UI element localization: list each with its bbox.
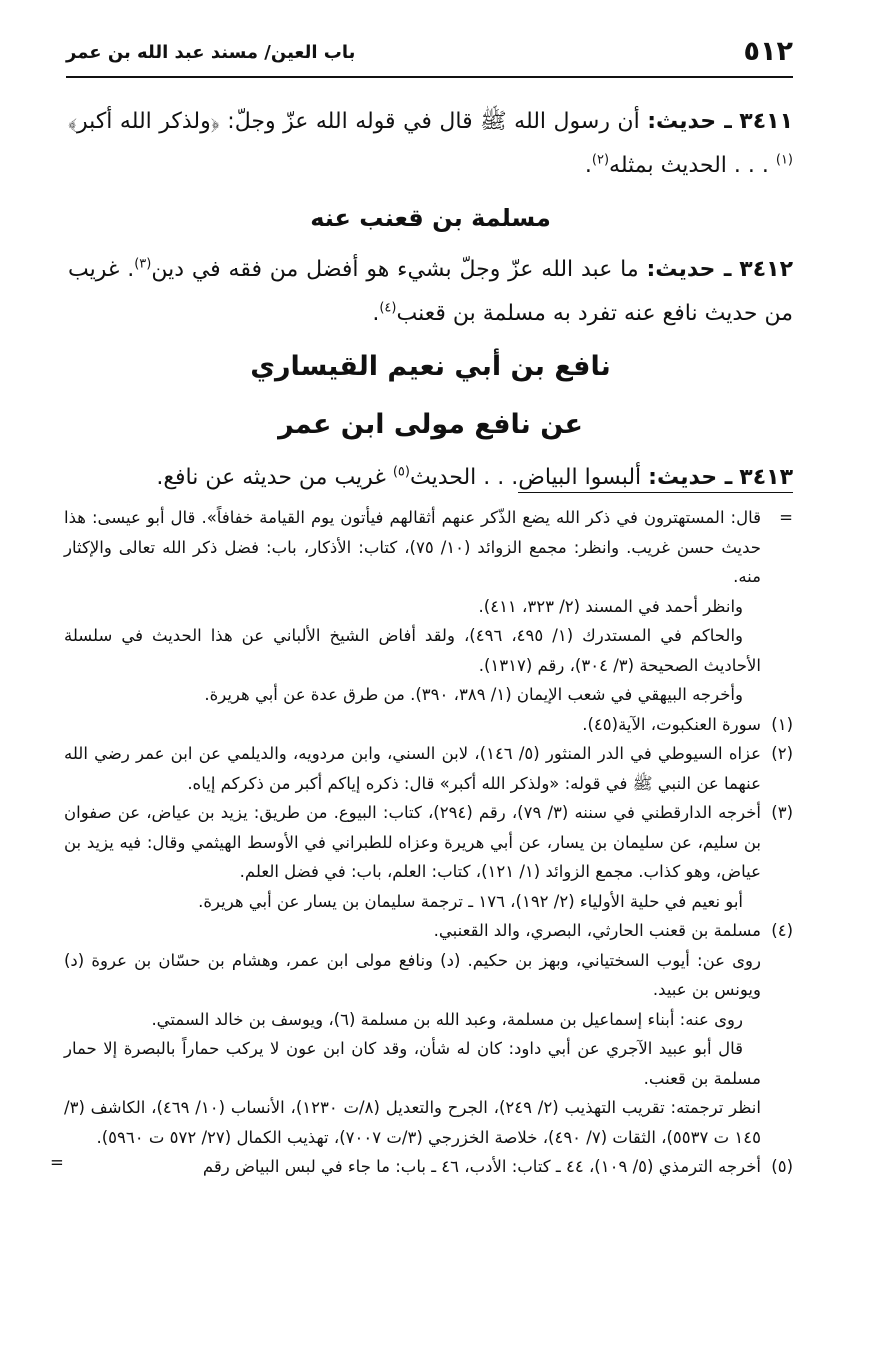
page-header: [66, 36, 793, 78]
footnote-divider: [518, 492, 793, 493]
footnote-ref[interactable]: (٥): [392, 464, 410, 480]
footnote-ref[interactable]: (٣): [134, 256, 152, 272]
hadith-3411: ٣٤١١ ـ حديث: أن رسول الله ﷺ قال في قوله الله عزّ وجلّ: ﴿ولذكر الله أكبر﴾$^{(١)}$ . . . الحديث بمثله$^{(٢)}$.: [68, 109, 794, 178]
footnote-para: قال أبو عبيد الآجري عن أبي داود: كان له شأن، وقد كان ابن عون لا يركب حماراً بالبصرة إلا حمار مسلمة بن قعنب.: [64, 1039, 761, 1088]
footnote-para: أخرجه الدارقطني في سننه (٣/ ٧٩)، رقم (٢٩٤)، كتاب: البيوع. من طريق: يزيد بن عياض، عن صفوان بن سليم، عن سليمان بن يسار، عن أبي هريرة وعزاه للطبراني في الأوسط الهيثمي وقال: فيه يزيد بن عياض، وهو كذاب. مجمع الزوائد (١/ ١٢١)، كتاب: العلم، باب: في فضل العلم.: [64, 803, 761, 881]
hadith-3412: ٣٤١٢ ـ حديث: ما عبد الله عزّ وجلّ بشيء هو أفضل من فقه في دين$^{(٣)}$. غريب من حديث نافع عنه تفرد به مسلمة بن قعنب$^{(٤)}$.: [68, 256, 794, 326]
section-title: مسلمة بن قعنب عنه: [310, 204, 551, 232]
footnote-para: روى عن: أيوب السختياني، وبهز بن حكيم. (د) ونافع مولى ابن عمر، وهشام بن حسّان بن عروة (د) ويونس بن عبيد.: [64, 950, 761, 999]
section-title: نافع بن أبي نعيم القيساري: [250, 351, 611, 382]
footnote-para: أخرجه الترمذي (٥/ ١٠٩)، ٤٤ ـ كتاب: الأدب، ٤٦ ـ باب: ما جاء في لبس البياض رقم: [202, 1157, 761, 1176]
footnote-para: سورة العنكبوت، الآية(٤٥).: [582, 714, 761, 734]
footnote-mark: (٢): [771, 744, 793, 763]
footnote-1: [64, 710, 793, 740]
hadith-3413: ٣٤١٣ ـ حديث: ألبسوا البياض. . . الحديث$^{(٥)}$ غريب من حديثه عن نافع.: [156, 464, 793, 490]
hadith-number: ٣٤١٣: [739, 465, 793, 490]
footnote-para: وأخرجه البيهقي في شعب الإيمان (١/ ٣٨٩، ٣٩٠). من طرق عدة عن أبي هريرة.: [204, 685, 743, 704]
hadith-text: . . . الحديث بمثله: [609, 153, 769, 178]
hadith-text: غريب من حديثه عن نافع.: [156, 465, 386, 490]
footnote-para: انظر ترجمته: تقريب التهذيب (٢/ ٢٤٩)، الجرح والتعديل (٨/ت ١٢٣٠)، الأنساب (١٠/ ٤٦٩)، الكاشف (٣/ ١٤٥ ت ٥٥٣٧)، الثقات (٧/ ٤٩٠)، خلاصة الخزرجي (٣/ت ٧٠٠٧)، تهذيب الكمال (٢٧/ ٥٧٢ ت ٥٩٦٠).: [64, 1098, 761, 1147]
hadith-text: أن رسول الله ﷺ قال في قوله الله عزّ وجلّ: ﴿ولذكر الله أكبر﴾: [68, 109, 640, 134]
footnote-2: [64, 739, 793, 798]
hadith-text: ألبسوا البياض. . . الحديث: [409, 465, 642, 490]
running-head: باب العين/ مسند عبد الله بن عمر: [66, 42, 356, 63]
footnote-ref[interactable]: (١): [775, 152, 793, 168]
footnote-mark: (٣): [771, 803, 793, 822]
hadith-text: ما عبد الله عزّ وجلّ بشيء هو أفضل من فقه في دين: [151, 257, 639, 282]
hadith-number: ٣٤١١: [739, 109, 794, 134]
hadith-label: حديث:: [646, 257, 716, 282]
footnote-para: وانظر أحمد في المسند (٢/ ٣٢٣، ٤١١).: [478, 596, 743, 616]
footnote-mark: (٥): [771, 1157, 793, 1176]
footnote-para: أبو نعيم في حلية الأولياء (٢/ ١٩٢)، ١٧٦ ـ ترجمة سليمان بن يسار عن أبي هريرة.: [198, 891, 743, 911]
footnote-para: مسلمة بن قعنب الحارثي، البصري، والد القعنبي.: [433, 921, 761, 940]
hadith-label: حديث:: [647, 109, 717, 134]
footnote-para: والحاكم في المستدرك (١/ ٤٩٥، ٤٩٦)، ولقد أفاض الشيخ الألباني عن هذا الحديث في سلسلة الأحاديث الصحيحة (٣/ ٣٠٤)، رقم (١٣١٧).: [64, 626, 761, 675]
footnote-mark: (١): [771, 714, 793, 734]
footnote-3: [64, 798, 793, 916]
footnote-mark: (٤): [771, 921, 793, 940]
main-text: [68, 100, 793, 500]
footnote-ref[interactable]: (٤): [379, 300, 397, 316]
continuation-mark: =: [779, 508, 793, 527]
hadith-label: حديث:: [648, 465, 718, 490]
footnote-continuation: [64, 503, 793, 710]
footnote-5: [50, 1152, 793, 1182]
continues-mark: =: [50, 1153, 64, 1172]
footnote-4: [64, 916, 793, 1152]
section-subtitle: عن نافع مولى ابن عمر: [278, 409, 583, 440]
hadith-text: . غريب من حديث نافع عنه تفرد به مسلمة بن قعنب: [68, 257, 793, 326]
footnote-ref[interactable]: (٢): [591, 152, 610, 168]
hadith-number: ٣٤١٢: [739, 257, 794, 282]
footnotes: [50, 503, 793, 1182]
footnote-para: قال: المستهترون في ذكر الله يضع الذّكر عنهم أثقالهم فيأتون يوم القيامة خفافاً». قال أبو عيسى: هذا حديث حسن غريب. وانظر: مجمع الزوائد (١٠/ ٧٥)، كتاب: الأذكار، باب: فضل ذكر الله تعالى والإكثار منه.: [64, 508, 761, 586]
page-number: ٥١٢: [743, 36, 793, 67]
footnote-para: عزاه السيوطي في الدر المنثور (٥/ ١٤٦)، لابن السني، وابن مردويه، والديلمي عن ابن عمر رضي الله عنهما عن النبي ﷺ في قوله: «ولذكر الله أكبر» قال: ذكره إياكم أكبر من ذكركم إياه.: [64, 744, 761, 793]
footnote-para: روى عنه: أبناء إسماعيل بن مسلمة، وعبد الله بن مسلمة (٦)، ويوسف بن خالد السمتي.: [151, 1009, 743, 1029]
